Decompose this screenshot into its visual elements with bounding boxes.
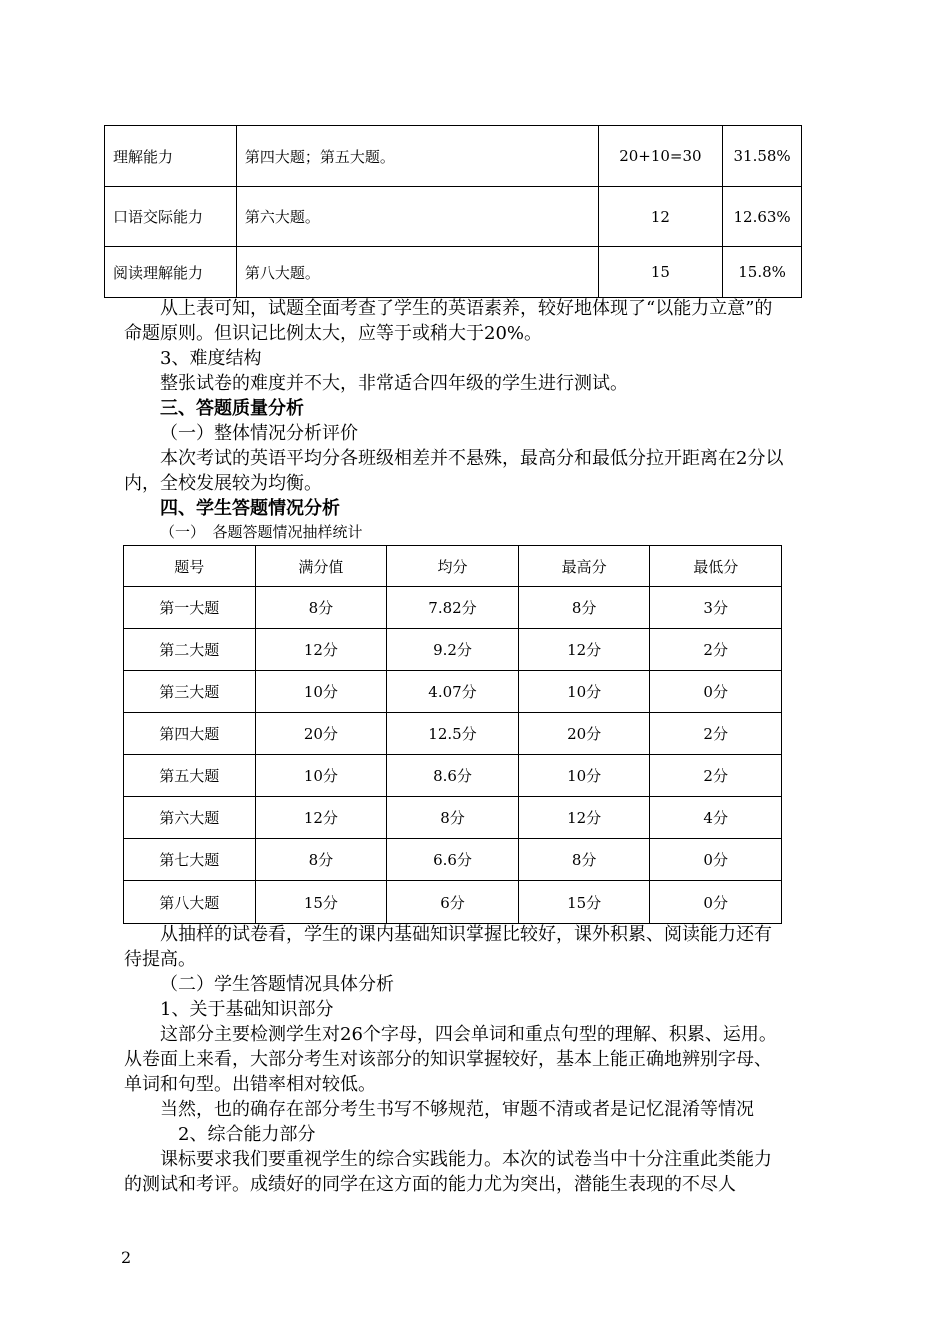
- summary-paragraph: 从上表可知，试题全面考查了学生的英语素养，较好地体现了“以能力立意”的命题原则。但识记比例太大，应等于或稍大于20%。: [124, 298, 773, 344]
- subsection-heading: （一）整体情况分析评价: [160, 423, 358, 444]
- table-cell: 0分: [650, 671, 782, 713]
- header-cell: 最高分: [518, 546, 650, 587]
- table-cell: 2分: [650, 755, 782, 797]
- section-heading: 四、学生答题情况分析: [160, 498, 340, 519]
- section-heading: 2、综合能力部分: [178, 1124, 316, 1145]
- items-cell: 第六大题。: [236, 187, 598, 247]
- body-paragraph: 当然，也的确存在部分考生书写不够规范，审题不清或者是记忆混淆等情况: [160, 1099, 754, 1120]
- table-row: [124, 671, 782, 713]
- table-cell: 第五大题: [124, 755, 256, 797]
- body-paragraph: 整张试卷的难度并不大，非常适合四年级的学生进行测试。: [160, 373, 628, 394]
- table-cell: 第六大题: [124, 797, 256, 839]
- score-cell: 12: [598, 187, 723, 247]
- table-cell: 15分: [255, 881, 387, 924]
- score-statistics-table: [123, 545, 782, 924]
- score-cell: 15: [598, 247, 723, 298]
- table-cell: 20分: [518, 713, 650, 755]
- table-cell: 8.6分: [387, 755, 519, 797]
- table-row: [124, 587, 782, 629]
- ability-cell: 口语交际能力: [105, 187, 237, 247]
- body-paragraph: 这部分主要检测学生对26个字母，四会单词和重点句型的理解、积累、运用。从卷面上来看，大部分考生对该部分的知识掌握较好，基本上能正确地辨别字母、单词和句型。出错率相对较低。: [124, 1024, 777, 1095]
- table-cell: 12.5分: [387, 713, 519, 755]
- table-row: [124, 881, 782, 924]
- table-row: [124, 629, 782, 671]
- table-row: [105, 126, 802, 187]
- percent-cell: 15.8%: [723, 247, 802, 298]
- table-row: [105, 187, 802, 247]
- table-cell: 12分: [255, 797, 387, 839]
- subsection-heading: （一） 各题答题情况抽样统计: [160, 523, 363, 541]
- table-cell: 4.07分: [387, 671, 519, 713]
- table-cell: 第八大题: [124, 881, 256, 924]
- table-cell: 12分: [518, 629, 650, 671]
- table-row: [124, 755, 782, 797]
- table-cell: 8分: [255, 587, 387, 629]
- table-cell: 10分: [518, 755, 650, 797]
- table-cell: 10分: [255, 671, 387, 713]
- table-cell: 20分: [255, 713, 387, 755]
- header-cell: 满分值: [255, 546, 387, 587]
- table-cell: 10分: [255, 755, 387, 797]
- table-cell: 0分: [650, 839, 782, 881]
- table-cell: 0分: [650, 881, 782, 924]
- ability-cell: 阅读理解能力: [105, 247, 237, 298]
- header-cell: 最低分: [650, 546, 782, 587]
- table-cell: 8分: [518, 587, 650, 629]
- section-heading: 三、答题质量分析: [160, 398, 304, 419]
- ability-cell: 理解能力: [105, 126, 237, 187]
- table-cell: 15分: [518, 881, 650, 924]
- header-cell: 题号: [124, 546, 256, 587]
- page-number: 2: [121, 1248, 132, 1267]
- section-heading: 1、关于基础知识部分: [160, 999, 334, 1020]
- table-cell: 2分: [650, 713, 782, 755]
- table-cell: 12分: [518, 797, 650, 839]
- table-cell: 第四大题: [124, 713, 256, 755]
- table-row: [105, 247, 802, 298]
- table-cell: 8分: [387, 797, 519, 839]
- table-cell: 6.6分: [387, 839, 519, 881]
- ability-table: [104, 125, 802, 298]
- body-paragraph: 从抽样的试卷看，学生的课内基础知识掌握比较好，课外积累、阅读能力还有待提高。: [124, 924, 772, 970]
- table-cell: 12分: [255, 629, 387, 671]
- table-cell: 第二大题: [124, 629, 256, 671]
- table-cell: 10分: [518, 671, 650, 713]
- items-cell: 第八大题。: [236, 247, 598, 298]
- table-cell: 4分: [650, 797, 782, 839]
- table-row: [124, 797, 782, 839]
- body-paragraph: 课标要求我们要重视学生的综合实践能力。本次的试卷当中十分注重此类能力的测试和考评。成绩好的同学在这方面的能力尤为突出，潜能生表现的不尽人: [124, 1149, 772, 1195]
- header-cell: 均分: [387, 546, 519, 587]
- percent-cell: 31.58%: [723, 126, 802, 187]
- table-row: [124, 839, 782, 881]
- table-header-row: [124, 546, 782, 587]
- section-heading: 3、难度结构: [160, 348, 262, 369]
- table-cell: 第一大题: [124, 587, 256, 629]
- body-paragraph: 本次考试的英语平均分各班级相差并不悬殊，最高分和最低分拉开距离在2分以内，全校发展较为均衡。: [124, 448, 784, 494]
- table-cell: 9.2分: [387, 629, 519, 671]
- table-cell: 8分: [518, 839, 650, 881]
- table-cell: 第七大题: [124, 839, 256, 881]
- items-cell: 第四大题；第五大题。: [236, 126, 598, 187]
- percent-cell: 12.63%: [723, 187, 802, 247]
- table-cell: 3分: [650, 587, 782, 629]
- table-row: [124, 713, 782, 755]
- table-cell: 8分: [255, 839, 387, 881]
- score-cell: 20+10=30: [598, 126, 723, 187]
- table-cell: 第三大题: [124, 671, 256, 713]
- table-cell: 2分: [650, 629, 782, 671]
- table-cell: 7.82分: [387, 587, 519, 629]
- subsection-heading: （二）学生答题情况具体分析: [160, 974, 394, 995]
- table-cell: 6分: [387, 881, 519, 924]
